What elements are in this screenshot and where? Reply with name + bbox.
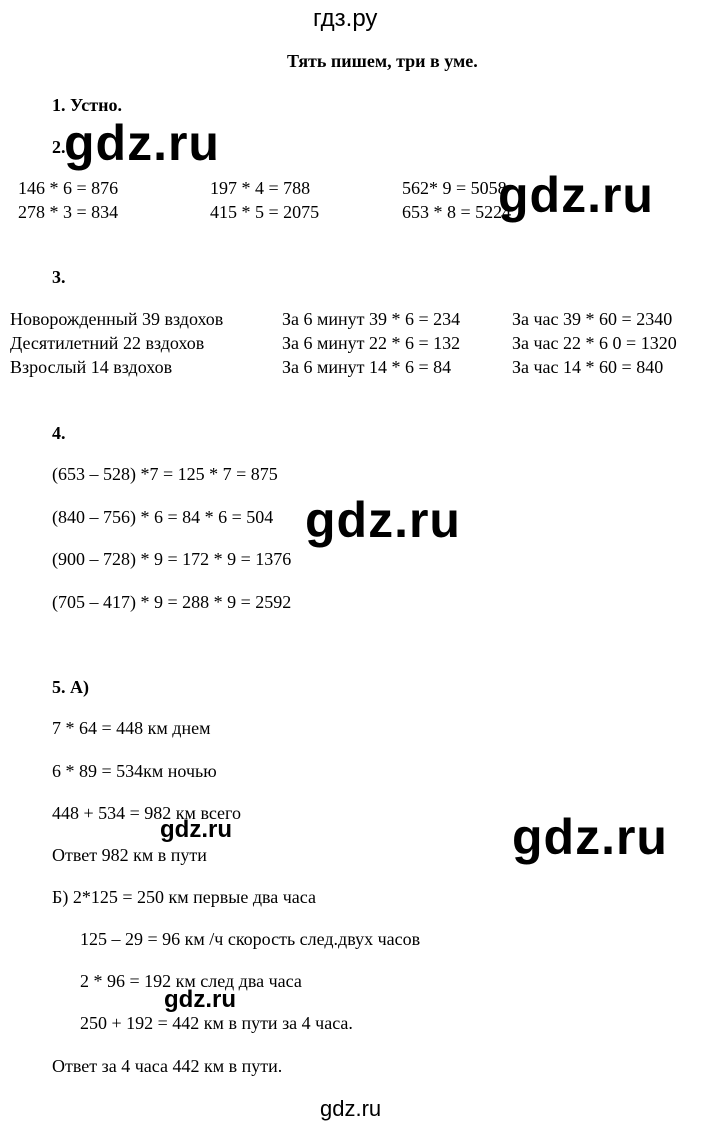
- task-2-label: 2.: [52, 137, 66, 157]
- task-5b-line: 125 – 29 = 96 км /ч скорость след.двух часов: [80, 929, 421, 949]
- task-5a-line: 6 * 89 = 534км ночью: [52, 761, 217, 781]
- task-4-label: 4.: [52, 423, 66, 443]
- watermark-5: gdz.ru: [512, 809, 668, 865]
- watermark-6: gdz.ru: [164, 986, 236, 1013]
- task-3-cell: Новорожденный 39 вздохов: [10, 309, 224, 329]
- site-header-watermark: гдз.ру: [313, 5, 378, 32]
- task-3-cell: За час 39 * 60 = 2340: [512, 309, 673, 329]
- task-3-cell: За 6 минут 39 * 6 = 234: [282, 309, 461, 329]
- task-3-cell: За 6 минут 14 * 6 = 84: [282, 357, 452, 377]
- task-5a-line: Ответ 982 км в пути: [52, 845, 207, 865]
- task-2-cell: 278 * 3 = 834: [18, 202, 119, 222]
- watermark-3: gdz.ru: [305, 492, 461, 548]
- task-4-line: (900 – 728) * 9 = 172 * 9 = 1376: [52, 549, 292, 569]
- task-4-line: (653 – 528) *7 = 125 * 7 = 875: [52, 464, 278, 484]
- task-5b-line: Ответ за 4 часа 442 км в пути.: [52, 1056, 283, 1076]
- task-3-cell: Десятилетний 22 вздохов: [10, 333, 205, 353]
- task-4-line: (705 – 417) * 9 = 288 * 9 = 2592: [52, 592, 292, 612]
- task-5b-line: 2 * 96 = 192 км след два часа: [80, 971, 302, 991]
- task-5-label: 5. А): [52, 677, 89, 697]
- task-2-cell: 146 * 6 = 876: [18, 178, 119, 198]
- task-2-cell: 415 * 5 = 2075: [210, 202, 320, 222]
- task-5b-line: Б) 2*125 = 250 км первые два часа: [52, 887, 316, 907]
- task-5b-line: 250 + 192 = 442 км в пути за 4 часа.: [80, 1013, 353, 1033]
- page-title: Тять пишем, три в уме.: [287, 51, 478, 71]
- task-2-cell: 562* 9 = 5058: [402, 178, 507, 198]
- watermark-4: gdz.ru: [160, 816, 232, 843]
- watermark-1: gdz.ru: [64, 115, 220, 171]
- task-1-label: 1. Устно.: [52, 95, 122, 115]
- task-3-label: 3.: [52, 267, 66, 287]
- task-5a-line: 448 + 534 = 982 км всего: [52, 803, 241, 823]
- task-5a-line: 7 * 64 = 448 км днем: [52, 718, 211, 738]
- task-3-cell: За 6 минут 22 * 6 = 132: [282, 333, 461, 353]
- task-2-cell: 197 * 4 = 788: [210, 178, 311, 198]
- footer-watermark: gdz.ru: [320, 1096, 382, 1121]
- task-3-cell: За час 22 * 6 0 = 1320: [512, 333, 677, 353]
- task-3-cell: За час 14 * 60 = 840: [512, 357, 664, 377]
- task-2-cell: 653 * 8 = 5224: [402, 202, 512, 222]
- task-4-line: (840 – 756) * 6 = 84 * 6 = 504: [52, 507, 274, 527]
- task-3-cell: Взрослый 14 вздохов: [10, 357, 173, 377]
- watermark-2: gdz.ru: [498, 167, 654, 223]
